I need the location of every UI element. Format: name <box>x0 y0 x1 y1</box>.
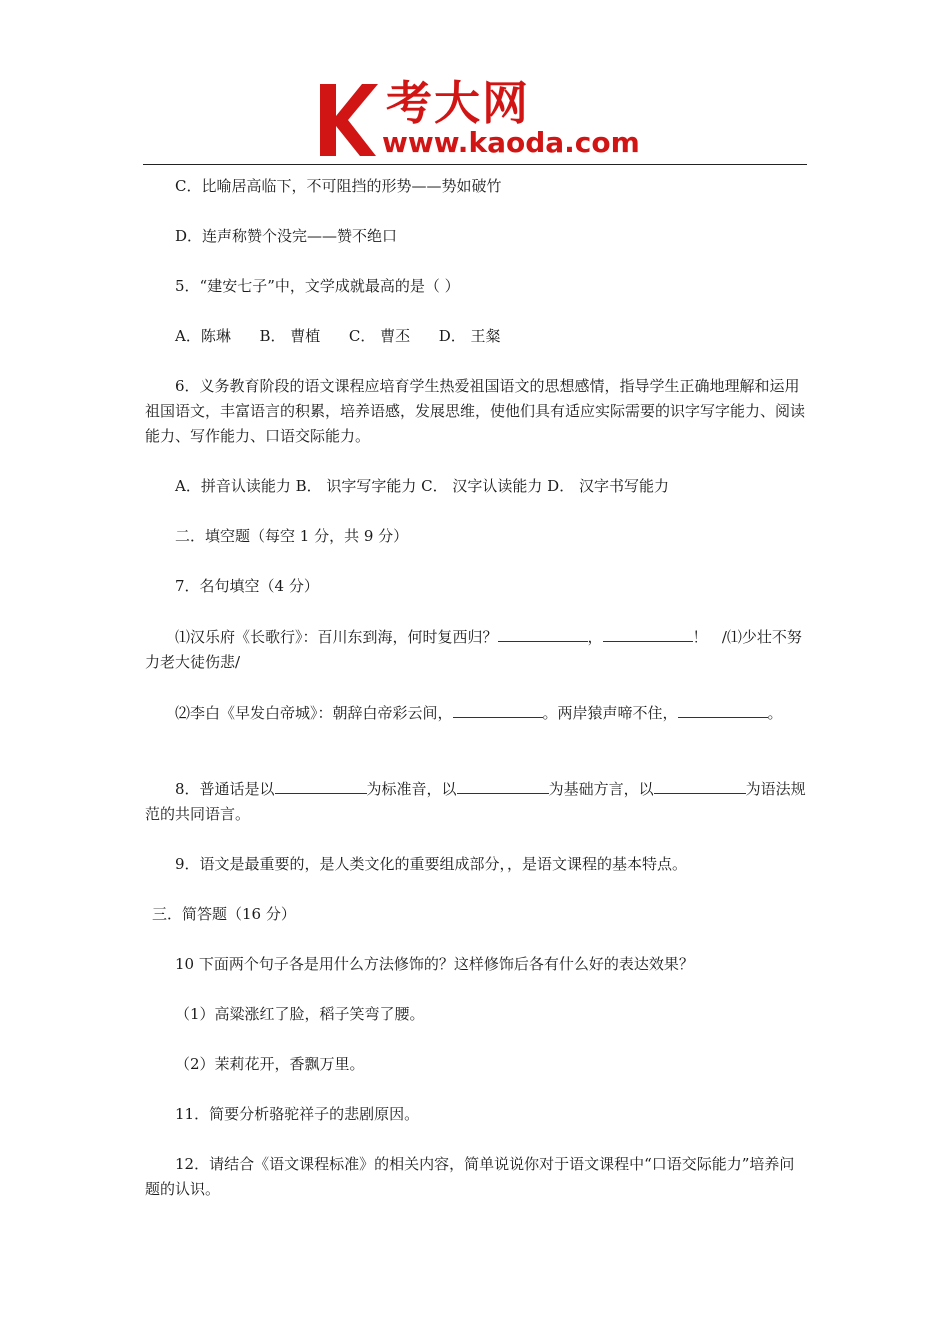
q7-1-middle: ， <box>587 628 603 646</box>
q7-1-prefix: ⑴汉乐府《长歌行》：百川东到海，何时复西归？ <box>175 628 498 646</box>
answer-blank[interactable] <box>678 700 768 718</box>
q8-part-b: 为标准音，以 <box>366 780 457 798</box>
q10: 10 下面两个句子各是用什么方法修饰的？这样修饰后各有什么好的表达效果？ <box>175 955 694 973</box>
q7-1-suffix: ！ /⑴少壮不努力老大徒伤悲/ <box>145 628 802 671</box>
q10-sentence-2: （2）茉莉花开，香飘万里。 <box>175 1055 365 1073</box>
logo-brand-text: 考大网 <box>386 76 530 130</box>
q7-1 <box>145 624 807 675</box>
answer-blank[interactable] <box>453 700 543 718</box>
answer-blank[interactable] <box>498 624 588 642</box>
q7-2-suffix: 。 <box>767 704 783 722</box>
q11: 11．简要分析骆驼祥子的悲剧原因。 <box>175 1105 420 1123</box>
q4-option-c: C．比喻居高临下，不可阻挡的形势——势如破竹 <box>175 177 502 195</box>
section-3-heading: 三．简答题（16 分） <box>152 905 296 923</box>
q7-2-prefix: ⑵李白《早发白帝城》：朝辞白帝彩云间， <box>175 704 453 722</box>
q10-sentence-1: （1）高粱涨红了脸，稻子笑弯了腰。 <box>175 1005 425 1023</box>
document-body <box>145 174 807 1202</box>
q9: 9．语文是最重要的，是人类文化的重要组成部分，，是语文课程的基本特点。 <box>175 855 688 873</box>
q5-question: 5．“建安七子”中，文学成就最高的是（ ） <box>175 277 460 295</box>
q6-options: A．拼音认读能力 B． 识字写字能力 C． 汉字认读能力 D． 汉字书写能力 <box>175 477 669 495</box>
logo-url-text: www.kaoda.com <box>382 126 640 159</box>
q8 <box>145 776 807 827</box>
k-logo-icon <box>318 82 380 158</box>
answer-blank[interactable] <box>275 776 367 794</box>
header-divider <box>143 164 807 165</box>
answer-blank[interactable] <box>654 776 746 794</box>
q5-options: A．陈琳 B． 曹植 C． 曹丕 D． 王粲 <box>175 327 501 345</box>
q8-part-c: 为基础方言，以 <box>548 780 654 798</box>
q7-2 <box>145 700 807 726</box>
kaoda-logo <box>318 78 648 160</box>
q8-part-d: 为语法规范的共同语言。 <box>145 780 806 823</box>
section-2-heading: 二．填空题（每空 1 分，共 9 分） <box>175 527 409 545</box>
answer-blank[interactable] <box>603 624 693 642</box>
q7-2-middle: 。两岸猿声啼不住， <box>542 704 678 722</box>
q12: 12．请结合《语文课程标准》的相关内容，简单说说你对于语文课程中“口语交际能力”培养问题的认识。 <box>145 1155 795 1198</box>
answer-blank[interactable] <box>457 776 549 794</box>
q8-part-a: 8．普通话是以 <box>175 780 275 798</box>
q4-option-d: D．连声称赞个没完——赞不绝口 <box>175 227 398 245</box>
q7-question: 7．名句填空（4 分） <box>175 577 319 595</box>
q6-question: 6．义务教育阶段的语文课程应培育学生热爱祖国语文的思想感情，指导学生正确地理解和运用祖国语文，丰富语言的积累，培养语感，发展思维，使他们具有适应实际需要的识字写字能力、阅读能力、写作能力、口语交际能力。 <box>145 377 806 445</box>
